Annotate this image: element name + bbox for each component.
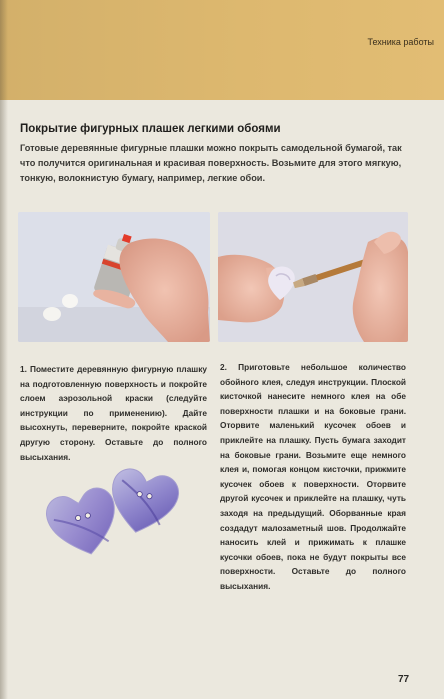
step-1-text: 1. Поместите деревянную фигурную плашку на подготовленную поверхность и покройте слоем аэрозольной краски (следуйте инструкции по применению). Дайте высохнуть, переверните, покройте краской другую сторону. Оставьте до полного высыхания. bbox=[20, 364, 207, 462]
section-label: Техника работы bbox=[367, 37, 434, 47]
glue-brush-photo bbox=[218, 212, 408, 342]
spray-painting-photo bbox=[18, 212, 210, 342]
step-2-text: 2. Приготовьте небольшое количество обойного клея, следуя инструкции. Плоской кисточкой нанесите немного клея на обе поверхности плашки и на боковые грани. Оторвите маленький кусочек обоев и приклейте на плашку. Пусть бумага заходит на боковые грани. Возьмите еще немного клея и, помогая концом кисточки, прижмите кусочек обоев к поверхности. Оторвите другой кусочек и приклейте на плашку, чуть заходя на предыдущий. Оборванные края создадут малозаметный шов. Продолжайте наносить клей и прижимать к плашке кусочки обоев, пока не будут покрыты все поверхности. Оставьте до полного высыхания. bbox=[220, 362, 406, 591]
heart-buttons-illustration bbox=[40, 455, 190, 565]
glue-brush-illustration bbox=[218, 212, 408, 342]
book-spine-shadow bbox=[0, 0, 8, 699]
heart-buttons-photo bbox=[40, 455, 190, 565]
article-title: Покрытие фигурных плашек легкими обоями bbox=[20, 123, 281, 135]
header-band bbox=[0, 0, 444, 100]
article-intro: Готовые деревянные фигурные плашки можно покрыть самодельной бумагой, так что получится оригинальная и красивая поверхность. Возьмите для этого мягкую, тонкую, волокнистую бумагу, например, легкие обои. bbox=[20, 143, 402, 183]
spray-painting-illustration bbox=[18, 212, 210, 342]
page-number: 77 bbox=[398, 674, 410, 685]
